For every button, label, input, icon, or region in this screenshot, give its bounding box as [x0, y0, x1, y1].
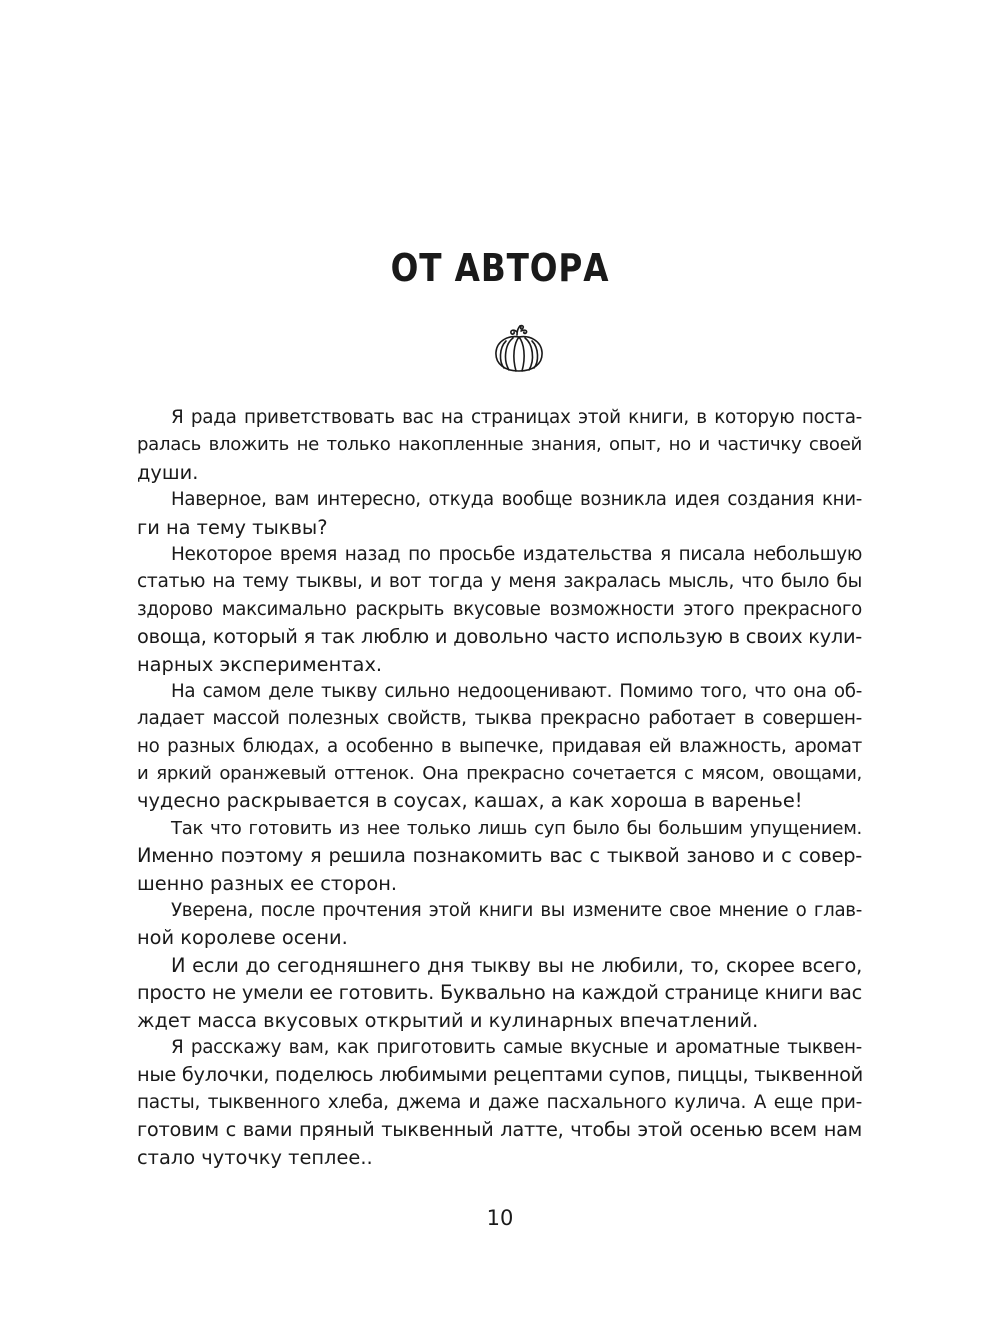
text-line: статью на тему тыквы, и вот тогда у меня закралась мысль, что было бы — [137, 571, 862, 593]
text-line: Я рада приветствовать вас на страницах этой книги, в которую поста- — [171, 407, 862, 428]
text-line: овоща, который я так люблю и довольно часто использую в своих кули- — [137, 625, 862, 649]
text-line: и яркий оранжевый оттенок. Она прекрасно сочетается с мясом, овощами, — [137, 763, 862, 785]
paragraph — [137, 486, 862, 541]
text-line: ные булочки, поделюсь любимыми рецептами супов, пиццы, тыквенной — [137, 1063, 863, 1087]
paragraph — [137, 815, 862, 897]
text-line: ной королеве осени. — [137, 926, 348, 950]
text-line: здорово максимально раскрыть вкусовые возможности этого прекрасного — [137, 598, 862, 620]
paragraph — [137, 952, 862, 1034]
text-line: На самом деле тыкву сильно недооценивают. Помимо того, что она об- — [171, 680, 862, 702]
text-line: готовим с вами пряный тыквенный латте, чтобы этой осенью всем нам — [137, 1118, 862, 1142]
text-line: пасты, тыквенного хлеба, джема и даже пасхального кулича. А еще при- — [137, 1091, 862, 1113]
text-line: Я расскажу вам, как приготовить самые вкусные и ароматные тыквен- — [171, 1036, 862, 1058]
text-line: но разных блюдах, а особенно в выпечке, придавая ей влажность, аромат — [137, 735, 862, 757]
text-line: Именно поэтому я решила познакомить вас с тыквой заново и с совер- — [137, 844, 862, 868]
text-line: И если до сегодняшнего дня тыкву вы не любили, то, скорее всего, — [171, 953, 862, 977]
text-line: Уверена, после прочтения этой книги вы измените свое мнение о глав- — [171, 900, 862, 922]
text-line: ждет масса вкусовых открытий и кулинарных впечатлений. — [137, 1008, 759, 1032]
paragraph — [137, 1034, 862, 1171]
text-line: шенно разных ее сторон. — [137, 871, 398, 895]
text-line: чудесно раскрывается в соусах, кашах, а как хороша в варенье! — [137, 789, 803, 813]
text-line: Некоторое время назад по просьбе издательства я писала небольшую — [171, 543, 862, 565]
paragraph — [137, 678, 862, 815]
text-line: души. — [137, 460, 199, 484]
text-line: ладает массой полезных свойств, тыква прекрасно работает в совершен- — [137, 708, 862, 730]
pumpkin-icon — [490, 320, 550, 380]
paragraph — [137, 541, 862, 678]
author-foreword-text — [137, 404, 862, 1171]
paragraph — [137, 404, 862, 486]
text-line: просто не умели ее готовить. Буквально на каждой странице книги вас — [137, 981, 862, 1005]
page-title: ОТ АВТОРА — [390, 246, 610, 290]
text-line: Наверное, вам интересно, откуда вообще возникла идея создания кни- — [171, 489, 862, 511]
paragraph — [137, 897, 862, 952]
text-line: Так что готовить из нее только лишь суп было бы большим упущением. — [171, 817, 862, 839]
text-line: ги на тему тыквы? — [137, 515, 328, 539]
text-line: нарных экспериментах. — [137, 652, 383, 676]
page-number: 10 — [486, 1206, 514, 1230]
text-line: стало чуточку теплее.. — [137, 1145, 373, 1169]
text-line: ралась вложить не только накопленные знания, опыт, но и частичку своей — [137, 434, 862, 456]
